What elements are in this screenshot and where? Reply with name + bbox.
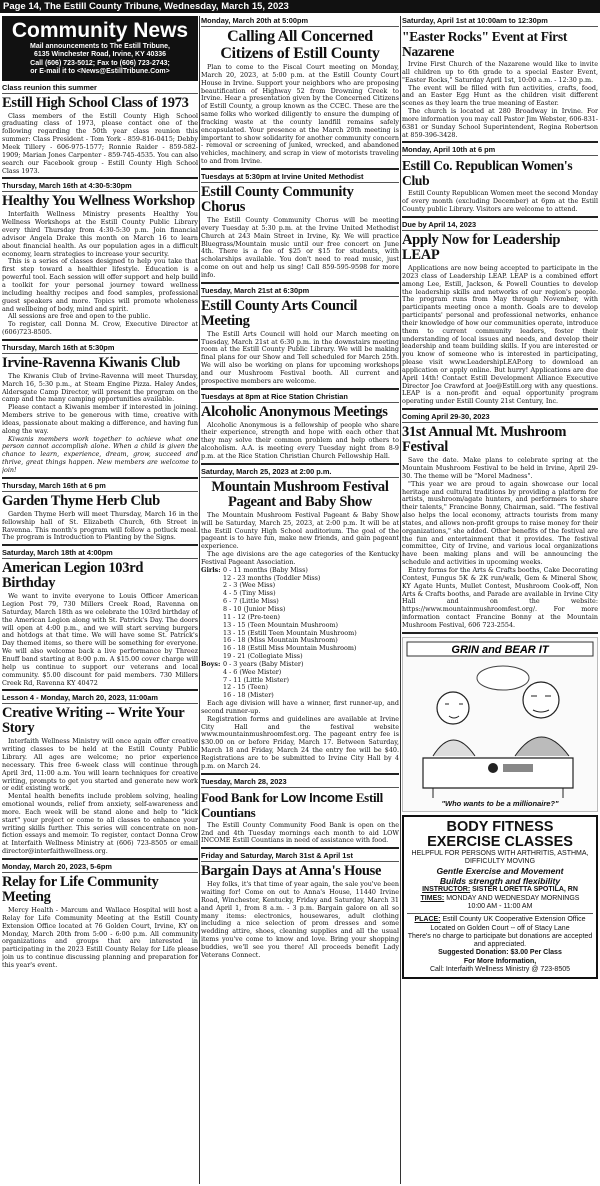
paragraph: Entry forms for the Arts & Crafts booths, Cake Decorating Contest, Fungus 5K & 2K run/walk, Gem & Mineral Show, KY Agate Hunts, Mullet Contest, Mushroom Cook-off, Non Arts & Crafts booths, and Parade are available in Irvine City Hall and on the website: https://www.mountainmushroomfest.org/. For more information contact Francine Bonny at the Mountain Mushroom Festival, 606 723-2554. xyxy=(402,565,598,629)
paragraph: The church is located at 280 Broadway in Irvine. For more information you may call Pastor Jim Webster, 606-831-6381 or Sunday School Superintendent, Regina Robertson at 859-396-3428. xyxy=(402,107,598,139)
headline-emphasis: Low Income xyxy=(280,789,353,805)
column-3 xyxy=(402,16,598,1184)
kicker: Thursday, March 16th at 5:30pm xyxy=(2,343,198,354)
headline: Estill Co. Republican Women's Club xyxy=(402,158,573,189)
article-american-legion xyxy=(2,548,198,691)
age-division: 19 - 21 (Collegiate Miss) xyxy=(223,652,303,661)
age-division: 0 - 3 years (Baby Mister) xyxy=(223,659,304,668)
article-community-chorus xyxy=(201,172,399,284)
age-division: 12 - 23 months (Toddler Miss) xyxy=(223,573,321,582)
age-division: 11 - 12 (Pre-teen) xyxy=(223,612,281,621)
headline: Healthy You Wellness Workshop xyxy=(2,193,195,210)
headline: Creative Writing -- Write Your Story xyxy=(2,705,185,737)
article-kiwanis xyxy=(2,343,198,479)
article-herb-club xyxy=(2,481,198,546)
headline: 31st Annual Mt. Mushroom Festival xyxy=(402,424,567,456)
article-mushroom-festival xyxy=(402,412,598,634)
ad-label: PLACE: xyxy=(414,916,441,924)
headline: Estill County Arts Council Meeting xyxy=(201,297,358,329)
kicker: Coming April 29-30, 2023 xyxy=(402,412,598,423)
paragraph: We want to invite everyone to Louis Officer American Legion Post 79, 730 Millers Creek Road, Ravenna on Saturday, March 18th as we celebrate the 103rd birthday of the American Legion along with St. Patrick's Day. The doors will open at 4:00 p.m., and we will start serving burgers and hotdogs at that time. We will have some St. Patrick's Day themed items, so there will be something for everyone. We will also welcome back a live performance by Threez Enuff band starting at 8:00 p.m. A $15.00 cover charge will help us continue to support our veterans and local community. $5.00 discount for paid members. 730 Millers Creek Rd, Ravenna KY 40472 xyxy=(2,592,198,687)
ad-emphasis: Gentle Exercise and Movement xyxy=(436,866,564,877)
headline: Garden Thyme Herb Club xyxy=(2,492,160,509)
kicker: Friday and Saturday, March 31st & April 1st xyxy=(201,851,399,862)
community-news-box xyxy=(2,16,198,81)
cartoon-title: GRIN and BEAR IT xyxy=(451,643,549,656)
paragraph: Interfaith Wellness Ministry presents Healthy You Wellness Workshops at the Estill County Public Library every third Thursday from 4:30-5:30 p.m. Join financial advisor Angela Drake this month on March 16 to learn about financial health. As our population ages in a difficult economy, learn strategies to increase your security. xyxy=(2,210,198,258)
age-group-label: Girls: xyxy=(201,565,221,574)
article-food-bank xyxy=(201,777,399,850)
age-group-label xyxy=(201,606,223,614)
cartoon-drawing xyxy=(403,638,597,811)
paragraph: Alcoholic Anonymous is a fellowship of people who share their experience, strength and hope with each other that they may solve their common problem and help others to alcoholism. A.A. is meeting every Tuesday night from 8-9 p.m. at the Rice Station Christian Church Fellowship Hall. xyxy=(201,420,399,460)
cartoon-caption: "Who wants to be a millionaire?" xyxy=(441,798,559,808)
age-division: 8 - 10 (Junior Miss) xyxy=(223,604,286,613)
article-wellness-workshop xyxy=(2,181,198,341)
paragraph: Estill County Republican Women meet the second Monday of every month (excluding December) at 6pm at the Estill County public Library. Visitors are welcome to attend. xyxy=(402,189,598,214)
community-news-line: Mail announcements to The Estill Tribune, xyxy=(29,43,171,50)
article-leadership-leap xyxy=(402,220,598,410)
age-division: 13 - 15 (Estill Teen Mountain Mushroom) xyxy=(223,628,357,637)
kicker: Thursday, March 16th at 6 pm xyxy=(2,481,198,492)
article-republican-women xyxy=(402,145,598,218)
community-news-line: 6135 Winchester Road, Irvine, KY 40336 xyxy=(33,51,167,59)
kicker: Due by April 14, 2023 xyxy=(402,220,598,231)
age-group-label xyxy=(201,582,223,590)
column-divider xyxy=(199,16,200,1184)
age-division: 2 - 3 (Wee Miss) xyxy=(223,581,276,590)
age-division: 16 - 18 (Mister) xyxy=(223,691,274,700)
age-group-label xyxy=(201,669,223,677)
article-arts-council xyxy=(201,286,399,390)
ad-text: Suggested Donation: $3.00 Per Class xyxy=(438,949,562,957)
kicker: Monday, March 20th at 5:00pm xyxy=(201,16,399,27)
paragraph: Each age division will have a winner, first runner-up, and second runner-up. xyxy=(201,699,399,715)
age-division: 12 - 15 (Teen) xyxy=(223,683,268,692)
page-header-bar: Page 14, The Estill County Tribune, Wednesday, March 15, 2023 xyxy=(0,0,600,13)
paragraph: The Kiwanis Club of Irvine-Ravenna will meet Thursday, March 16, 5:30 p.m., at Steam Engine Pizza. Haley Andes, Aldersgate Camp Director, will present the program on the camp and the many camping opportunities available. xyxy=(2,371,198,404)
kicker: Class reunion this summer xyxy=(2,83,198,94)
kicker: Monday, March 20, 2023, 5-6pm xyxy=(2,862,198,873)
age-group-label xyxy=(201,637,223,645)
paragraph: Please contact a Kiwanis member if interested in joining. Members strive to be generous with time, creative with ideas, passionate about making a difference, and having fun along the way. xyxy=(2,403,198,435)
headline: Relay for Life Community Meeting xyxy=(2,874,159,905)
paragraph: This is a series of classes designed to help you take that first step toward a healthier lifestyle. Education is a powerful tool. Each session will offer support and help build a toolkit for your personal journey toward wellness including healthy recipes and food samples, professional guest speakers and more. Topics will promote wholeness and wellbeing of body, mind and spirit. xyxy=(2,257,198,313)
paragraph: The Estill County Community Food Bank is open on the 2nd and 4th Tuesday mornings each month to aid LOW INCOME Estill Countians in need of assistance with food. xyxy=(201,820,399,845)
paragraph: Save the date. Make plans to celebrate spring at the Mountain Mushroom Festival to be held in Irvine, April 29-30. The theme will be "Morel Madness". xyxy=(402,456,598,480)
kicker: Monday, April 10th at 6 pm xyxy=(402,145,598,156)
headline: "Easter Rocks" Event at First Nazarene xyxy=(402,29,568,59)
article-relay-for-life xyxy=(2,862,198,972)
paragraph: The event will be filled with fun activities, crafts, food, and an Easter Egg Hunt as the children visit different scenes as they learn the true meaning of Easter. xyxy=(402,83,598,108)
kicker: Thursday, March 16th at 4:30-5:30pm xyxy=(2,181,198,192)
age-group-label xyxy=(201,598,223,606)
ad-label: INSTRUCTOR: xyxy=(422,886,471,894)
paragraph: The Mountain Mushroom Festival Pageant & Baby Show will be Saturday, March 25, 2023, at 2:00 p.m. It will be at the Estill County High School auditorium. The goal of the pageant is to have fun, make new friends, and gain pageant experience. xyxy=(201,510,399,551)
headline: Mountain Mushroom Festival Pageant and Baby Show xyxy=(211,478,389,510)
age-division: 0 - 11 months (Baby Miss) xyxy=(223,565,308,574)
paragraph: All sessions are free and open to the public. xyxy=(8,312,151,321)
grin-and-bear-it-cartoon xyxy=(402,637,598,812)
column-2 xyxy=(201,16,399,1184)
age-group-label xyxy=(201,622,223,630)
ad-emphasis: Builds strength and flexibility xyxy=(439,876,561,887)
article-easter-rocks xyxy=(402,16,598,143)
paragraph: To register, call Donna M. Crow, Executive Director at (606)723-8505. xyxy=(2,320,198,337)
community-news-line: or E-mail it to <News@EstillTribune.Com> xyxy=(30,68,170,76)
age-division: 13 - 15 (Teen Mountain Mushroom) xyxy=(223,620,339,629)
age-division-list xyxy=(201,567,399,700)
age-group-label xyxy=(201,590,223,598)
ad-text: There's no charge to participate but donations are accepted and appreciated. xyxy=(407,932,593,949)
paragraph: Hey folks, it's that time of year again, the sale you've been waiting for! Come on out to Anna's House, 11440 Irvine Road, Winchester, Kentucky, Friday and Saturday, March 31 and April 1, from 8 a.m. - 3 p.m. Bargain galore on all so many items: electronics, housewares, adult clothing including a nice selection of prom dresses and some wedding attire, shoes, cleaning supplies and all the usual items you've come to know and love. Bring your shopping buddies, we'll see you there! All proceeds benefit Lady Veterans Connect. xyxy=(201,880,399,959)
headline xyxy=(201,790,399,820)
article-creative-writing xyxy=(2,693,198,860)
age-group-label xyxy=(201,575,223,583)
ad-title: EXERCISE CLASSES xyxy=(427,833,573,850)
paragraph: Class members of the Estill County High School graduating class of 1973, please contact one of the following regarding the 50th year class reunion this summer: Class President - Tom York - 859-816-0415; Debby Meek Tillery - 606-975-1577; Ronnie Raider - 859-582-1909; Marian Jones Carpenter - 859-745-4535. You can also search our Facebook group - Estill County High School Class 1973. xyxy=(2,111,198,175)
ad-text: Call: Interfaith Wellness Ministry @ 723-8505 xyxy=(429,965,571,973)
kicker: Tuesday, March 28, 2023 xyxy=(201,777,399,788)
paragraph: Mental health benefits include problem solving, healing emotional wounds, relief from anxiety, self-awareness and more. Each week will be stand alone and help to "kick start" your project or come to all classes to enhance your writing skills further. This series will concentrate on non-fiction essays and memoir. To register, contact Donna Crow at Interfaith Wellness Ministry at (606) 723-8505 or email director@interfaithwellness.org. xyxy=(2,792,198,856)
paragraph: Interfaith Wellness Ministry will once again offer creative writing classes to be held at the Estill County Public Library. All ages are welcome; no prior experience necessary. This free 6-week class will continue through April 3rd, 11:00 a.m. You will learn techniques for creative writing, prompts to get you started and generate new work or edit existing work. xyxy=(2,737,198,793)
paragraph: Applications are now being accepted to participate in the 2023 class of Leadership LEAP. LEAP is a combined effort among Lee, Estill, Jackson, & Powell Counties to develop the leadership skills and networks of our region's people. The program runs from May through November, with participants meeting once a month. Goals are to develop participants' personal and professional networks, enhance their knowledge of how our communities operate, introduce them to current community leaders, foster their understanding of local issues and needs, and develop their leadership and team building skills. If you are interested or you know of someone who is interested in participating, please visit www.LeadershipLEAP.org to download an application or apply online. But hurry! Applications are due April 14th! Contact Estill Development Alliance Executive Director Joe Crawford at Joe@Estill.org with any questions. LEAP is a non-profit and equal opportunity program operating under Estill County 21st Century, Inc. xyxy=(402,263,598,406)
ad-value: Estill County UK Cooperative Extension Office xyxy=(442,916,586,924)
ad-title: BODY FITNESS xyxy=(446,818,554,835)
age-group-label xyxy=(201,645,223,653)
paragraph: Garden Thyme Herb will meet Thursday, March 16 in the fellowship hall of St. Elizabeth Church, 6th Street in Ravenna. This month's program will follow a potluck meal. The program is Introduction to Planting by the Signs. xyxy=(2,509,198,542)
paragraph: The Estill Arts Council will hold our March meeting on Tuesday, March 21st at 6:30 p.m. in the downstairs meeting room at the Estill County Public Library. We will be making final plans for our Show and Tell scheduled for March 25th. We will also be working on plans for upcoming workshops and our Mushroom Festival booth. All current and prospective members are welcome. xyxy=(201,329,399,385)
age-division: 16 - 18 (Estill Miss Mountain Mushroom) xyxy=(223,644,357,653)
paragraph: The age divisions are the age categories of the Kentucky Festival Pageant Association. xyxy=(201,550,399,566)
kicker: Tuesday, March 21st at 6:30pm xyxy=(201,286,399,297)
age-division: 16 - 18 (Miss Mountain Mushroom) xyxy=(223,636,338,645)
article-alcoholics-anonymous xyxy=(201,392,399,465)
paragraph: Registration forms and guidelines are available at Irvine City Hall and the festival website www.mountainmushroomfest.org. The pageant entry fee is $30.00 on or before Friday, March 17. Between Saturday, March 18 and Friday, March 24 the entry fee will be $40. Registrations are to be submitted to Irvine City Hall by 4 p.m. on March 24. xyxy=(201,714,399,770)
headline: Alcoholic Anonymous Meetings xyxy=(201,403,388,420)
community-news-title: Community News xyxy=(11,19,189,42)
community-news-line: Call (606) 723-5012; Fax to (606) 723-2743; xyxy=(30,59,170,67)
ad-text: HELPFUL FOR PERSONS WITH ARTHRITIS, ASTHMA, DIFFICULTY MOVING xyxy=(411,849,589,866)
headline: American Legion 103rd Birthday xyxy=(2,560,144,592)
article-class-reunion xyxy=(2,83,198,180)
kicker: Tuesdays at 8pm at Rice Station Christian xyxy=(201,392,399,403)
age-group-label xyxy=(201,614,223,622)
ad-value: SISTER LORETTA SPOTILA, RN xyxy=(472,886,578,894)
headline: Apply Now for Leadership LEAP xyxy=(402,231,561,263)
headline: Calling All Concerned Citizens of Estill County xyxy=(220,28,380,62)
age-group-label xyxy=(201,677,223,685)
paragraph: "This year we are proud to again showcase our local heritage and cultural traditions by providing a platform for artists, mushroom/agate hunters, and performers to share their talents," Francine Bonny, Chairman, said. "The festival also helps the local economy, attracts tourists from many states, and allows non-profit groups to raise money for their organizations," she added. Other benefits of the festival are the fun and entertainment that it provides. The festival committee, City of Irvine, and various local organizations have been making plans and will be announcing the schedule and activities in upcoming weeks. xyxy=(402,479,598,567)
headline: Irvine-Ravenna Kiwanis Club xyxy=(2,354,181,371)
age-division: 6 - 7 (Little Miss) xyxy=(223,597,279,606)
paragraph: Irvine First Church of the Nazarene would like to invite all children up to 6th grade to a special Easter Event, "Easter Rocks," Saturday April 1st, 10:00 a.m. - 12:30 p.m. xyxy=(402,60,598,84)
age-group-label xyxy=(201,630,223,638)
headline-part: Food Bank for xyxy=(201,789,278,805)
kicker: Saturday, March 18th at 4:00pm xyxy=(2,548,198,559)
headline-part: Estill Countians xyxy=(201,789,383,820)
kicker: Lesson 4 - Monday, March 20, 2023, 11:00am xyxy=(2,693,198,704)
paragraph: Mercy Health - Marcum and Wallace Hospital will host a Relay for Life Community Meeting at the Estill County Extension Office located at 76 Golden Court, Irvine, KY on Monday, March 20th from 5:00 - 6:00 p.m. All community organizations and groups that are interested in participating in the 2023 Estill County Relay for Life please join us to continue discussing planning and preparation for this year's event. xyxy=(2,906,198,969)
headline: Bargain Days at Anna's House xyxy=(201,863,382,880)
age-group-label: Boys: xyxy=(201,659,221,668)
ad-text: For More Information, xyxy=(463,957,537,965)
age-division: 7 - 11 (Little Mister) xyxy=(223,675,289,684)
ad-text: Located on Golden Court -- off of Stacy Lane xyxy=(430,924,570,932)
kicker: Saturday, March 25, 2023 at 2:00 p.m. xyxy=(201,467,399,478)
age-division: 4 - 6 (Wee Mister) xyxy=(223,667,282,676)
article-fiscal-court xyxy=(201,16,399,170)
kicker: Tuesdays at 5:30pm at Irvine United Methodist xyxy=(201,172,399,183)
column-1 xyxy=(2,16,198,1184)
paragraph: Kiwanis members work together to achieve what one person cannot accomplish alone. When a child is given the chance to learn, experience, dream, grow, succeed and thrive, great things happen. New members are welcome to join! xyxy=(2,434,198,474)
article-bargain-days xyxy=(201,851,399,961)
paragraph: The Estill County Community Chorus will be meeting every Tuesday at 5:30 p.m. at the Irvine United Methodist Church at 243 Main Street in Irvine, Ky. We will practice Bluegrass/Mountain music until our free concert on June 4th. There is a fee of $25 or $15 for students, with scholarships available. You don't need to read music, just come on out and help us sing! Call 859-595-9598 for more info. xyxy=(201,215,399,279)
body-fitness-ad xyxy=(402,815,598,980)
kicker: Saturday, April 1st at 10:00am to 12:30pm xyxy=(402,16,598,27)
ad-text: 10:00 AM - 11:00 AM xyxy=(467,902,533,910)
ad-label: TIMES: xyxy=(420,894,445,902)
age-group-label xyxy=(201,684,223,692)
article-pageant xyxy=(201,467,399,775)
headline: Estill High School Class of 1973 xyxy=(2,94,189,111)
paragraph: Plan to come to the Fiscal Court meeting on Monday, March 20, 2023, at 5:00 p.m. at the Estill County Court House in Irvine. Support your neighbors who are proposing beautification of Highway 52 from Drowning Creek to Irvine. Hear a presentation given by the Concerned Citizens of Estill County, a group known as the CCEC. These are the same folks who worked diligently to ensure the dumping of fracking waste at the county landfill remains safely encapsulated. Your presence at the March 20th meeting is important to show solidarity for another community concern - removal or screening of junked, wrecked, and abandoned vehicles, machinery, and scrap in view of motorists traveling to and from Irvine. xyxy=(201,63,399,166)
ad-value: MONDAY AND WEDNESDAY MORNINGS xyxy=(446,894,580,902)
age-division: 4 - 5 (Tiny Miss) xyxy=(223,589,276,598)
headline: Estill County Community Chorus xyxy=(201,183,354,215)
column-divider xyxy=(400,16,401,1184)
